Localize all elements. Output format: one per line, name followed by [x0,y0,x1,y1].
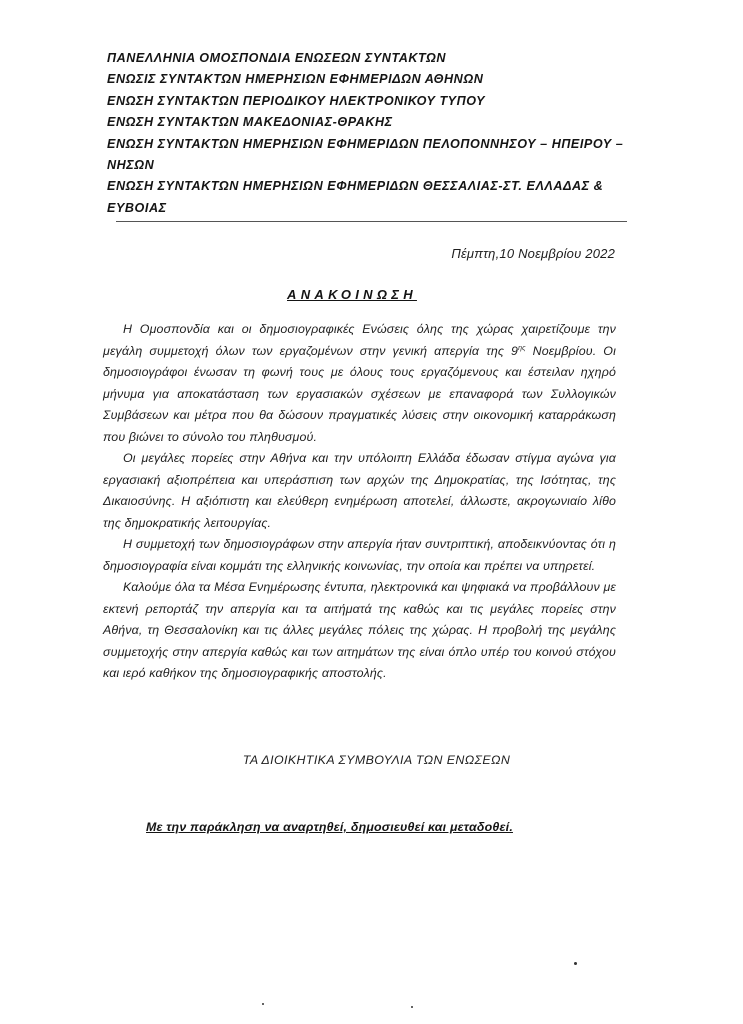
header-line-periodical-press: ΕΝΩΣΗ ΣΥΝΤΑΚΤΩΝ ΠΕΡΙΟΔΙΚΟΥ ΗΛΕΚΤΡΟΝΙΚΟΥ ΤΥΠΟΥ [107,93,486,108]
union-header-list [107,48,627,219]
scan-speck [262,1003,264,1005]
paragraph-3: Η συμμετοχή των δημοσιογράφων στην απεργία ήταν συντριπτική, αποδεικνύοντας ότι η δημοσιογραφία είναι κομμάτι της ελληνικής κοινωνίας, την οποία και πρέπει να υπηρετεί. [103,537,616,573]
paragraph-1-text-a: Η Ομοσπονδία και οι δημοσιογραφικές Ενώσεις όλης της χώρας χαιρετίζουμε την μεγάλη συμμετοχή όλων των εργαζομένων στην γενική απεργία της 9 [103,322,616,358]
paragraph-1-text-b: Νοεμβρίου. Οι δημοσιογράφοι ένωσαν τη φωνή τους με όλους τους εργαζόμενους και έστειλαν ηχηρό μήνυμα για αποκατάσταση των εργασιακών σχέσεων με επαναφορά των Συλλογικών Συμβάσεων και μέτρα που θα δώσουν πραγματικές λύσεις στην οικονομική καταρράκωση που βιώνει το σύνολο του πληθυσμού. [103,343,616,444]
header-divider [116,221,627,222]
document-title: ΑΝΑΚΟΙΝΩΣΗ [287,287,417,302]
paragraph-2: Οι μεγάλες πορείες στην Αθήνα και την υπόλοιπη Ελλάδα έδωσαν στίγμα αγώνα για εργασιακή αξιοπρέπεια και υπεράσπιση των αρχών της Δημοκρατίας, της Ισότητας, της Δικαιοσύνης. Η αξιόπιστη και ελεύθερη ενημέρωση αποτελεί, άλλωστε, ακρογωνιαίο λίθο της δημοκρατικής λειτουργίας. [103,451,616,530]
signature-line: ΤΑ ΔΙΟΙΚΗΤΙΚΑ ΣΥΜΒΟΥΛΙΑ ΤΩΝ ΕΝΩΣΕΩΝ [242,753,511,767]
ordinal-superscript: ης [518,344,526,352]
paragraph-4: Καλούμε όλα τα Μέσα Ενημέρωσης έντυπα, ηλεκτρονικά και ψηφιακά να προβάλλουν με εκτενή ρεπορτάζ την απεργία και τα αιτήματά της καθώς και τις μεγάλες πορείες στην Αθήνα, τη Θεσσαλονίκη και τις άλλες μεγάλες πόλεις της χώρας. Η προβολή της μεγάλης συμμετοχής στην απεργία καθώς και των αιτημάτων της είναι όπλο υπέρ του κοινού στόχου και ιερό καθήκον της δημοσιογραφικής αποστολής. [103,580,616,680]
scan-speck [411,1006,413,1008]
header-line-macedonia-thrace: ΕΝΩΣΗ ΣΥΝΤΑΚΤΩΝ ΜΑΚΕΔΟΝΙΑΣ-ΘΡΑΚΗΣ [107,115,393,130]
publication-request: Με την παράκληση να αναρτηθεί, δημοσιευθεί και μεταδοθεί. [146,820,513,834]
document-date: Πέμπτη,10 Νοεμβρίου 2022 [451,246,615,261]
header-line-thessaly: ΕΝΩΣΗ ΣΥΝΤΑΚΤΩΝ ΗΜΕΡΗΣΙΩΝ ΕΦΗΜΕΡΙΔΩΝ ΘΕΣΣΑΛΙΑΣ-ΣΤ. ΕΛΛΑΔΑΣ & ΕΥΒΟΙΑΣ [107,179,604,215]
header-line-athens: ΕΝΩΣΙΣ ΣΥΝΤΑΚΤΩΝ ΗΜΕΡΗΣΙΩΝ ΕΦΗΜΕΡΙΔΩΝ ΑΘΗΝΩΝ [107,72,484,87]
paragraph-1 [103,319,616,448]
header-line-peloponnese: ΕΝΩΣΗ ΣΥΝΤΑΚΤΩΝ ΗΜΕΡΗΣΙΩΝ ΕΦΗΜΕΡΙΔΩΝ ΠΕΛΟΠΟΝΝΗΣΟΥ – ΗΠΕΙΡΟΥ – ΝΗΣΩΝ [107,136,624,173]
header-line-federation: ΠΑΝΕΛΛΗΝΙΑ ΟΜΟΣΠΟΝΔΙΑ ΕΝΩΣΕΩΝ ΣΥΝΤΑΚΤΩΝ [107,51,447,65]
announcement-body [103,319,616,685]
scan-speck [574,962,577,965]
